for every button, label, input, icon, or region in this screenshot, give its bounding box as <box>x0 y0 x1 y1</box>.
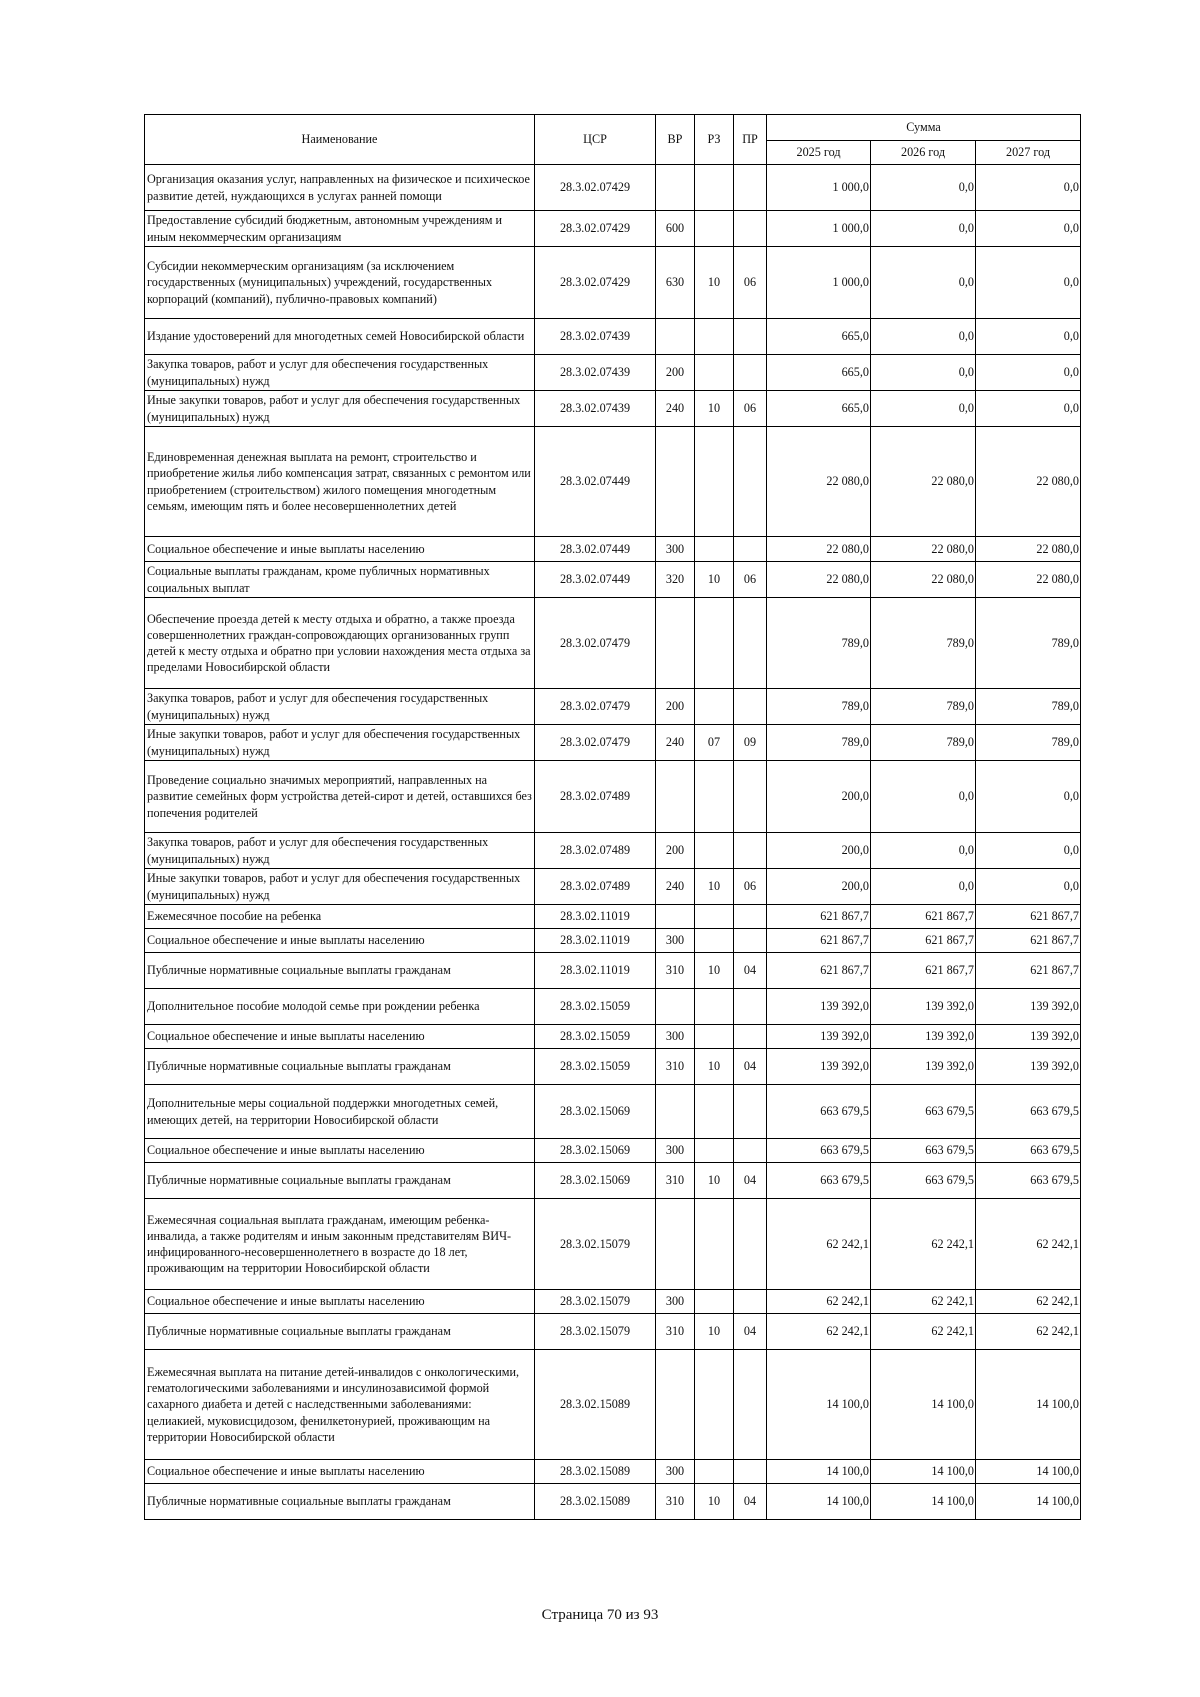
cell-sum-2027: 789,0 <box>976 725 1081 761</box>
table-row <box>145 1290 1081 1314</box>
table-row <box>145 355 1081 391</box>
table-row <box>145 165 1081 211</box>
cell-sum-2025: 14 100,0 <box>767 1350 871 1460</box>
header-name: Наименование <box>145 115 535 165</box>
cell-sum-2027: 139 392,0 <box>976 989 1081 1025</box>
cell-sum-2026: 0,0 <box>871 833 976 869</box>
cell-pr <box>734 1290 767 1314</box>
cell-pr <box>734 1085 767 1139</box>
table-row <box>145 1049 1081 1085</box>
cell-pr <box>734 598 767 689</box>
cell-name: Ежемесячная социальная выплата гражданам, имеющим ребенка-инвалида, а также родителям и иным законным представителям ВИЧ-инфицированного-несовершеннолетнего в возрасте до 18 лет, проживающим на территории Новосибирской области <box>145 1199 535 1290</box>
cell-rz <box>695 165 734 211</box>
cell-name: Ежемесячная выплата на питание детей-инвалидов с онкологическими, гематологическими заболеваниями и инсулинозависимой формой сахарного диабета и детей с наследственными заболеваниями: целиакией, муковисцидозом, фенилкетонурией, проживающим на территории Новосибирской области <box>145 1350 535 1460</box>
cell-sum-2027: 0,0 <box>976 833 1081 869</box>
cell-rz: 10 <box>695 562 734 598</box>
cell-sum-2025: 200,0 <box>767 869 871 905</box>
cell-name: Ежемесячное пособие на ребенка <box>145 905 535 929</box>
cell-sum-2025: 200,0 <box>767 833 871 869</box>
cell-sum-2025: 789,0 <box>767 598 871 689</box>
table-row <box>145 1460 1081 1484</box>
cell-sum-2025: 1 000,0 <box>767 247 871 319</box>
cell-pr <box>734 1025 767 1049</box>
cell-name: Обеспечение проезда детей к месту отдыха и обратно, а также проезда совершеннолетних граждан-сопровождающих организованных групп детей к месту отдыха и обратно при условии нахождения места отдыха за пределами Новосибирской области <box>145 598 535 689</box>
cell-sum-2025: 22 080,0 <box>767 562 871 598</box>
cell-sum-2026: 22 080,0 <box>871 427 976 537</box>
cell-sum-2026: 621 867,7 <box>871 953 976 989</box>
cell-rz <box>695 1139 734 1163</box>
cell-sum-2025: 62 242,1 <box>767 1290 871 1314</box>
cell-vr: 310 <box>656 953 695 989</box>
cell-rz <box>695 833 734 869</box>
header-sum: Сумма <box>767 115 1081 141</box>
cell-sum-2027: 0,0 <box>976 247 1081 319</box>
cell-sum-2025: 14 100,0 <box>767 1484 871 1520</box>
cell-csr: 28.3.02.15089 <box>535 1350 656 1460</box>
cell-vr: 300 <box>656 537 695 562</box>
cell-rz: 07 <box>695 725 734 761</box>
cell-sum-2026: 663 679,5 <box>871 1163 976 1199</box>
cell-csr: 28.3.02.15079 <box>535 1290 656 1314</box>
cell-rz: 10 <box>695 247 734 319</box>
table-row <box>145 869 1081 905</box>
cell-name: Публичные нормативные социальные выплаты гражданам <box>145 1049 535 1085</box>
cell-sum-2026: 14 100,0 <box>871 1350 976 1460</box>
cell-name: Издание удостоверений для многодетных семей Новосибирской области <box>145 319 535 355</box>
cell-sum-2026: 139 392,0 <box>871 1049 976 1085</box>
cell-sum-2027: 14 100,0 <box>976 1484 1081 1520</box>
cell-sum-2027: 22 080,0 <box>976 562 1081 598</box>
cell-sum-2025: 62 242,1 <box>767 1199 871 1290</box>
cell-name: Иные закупки товаров, работ и услуг для обеспечения государственных (муниципальных) нужд <box>145 725 535 761</box>
cell-csr: 28.3.02.07489 <box>535 761 656 833</box>
cell-sum-2027: 0,0 <box>976 165 1081 211</box>
cell-rz <box>695 211 734 247</box>
cell-csr: 28.3.02.11019 <box>535 905 656 929</box>
cell-sum-2026: 139 392,0 <box>871 1025 976 1049</box>
cell-csr: 28.3.02.07489 <box>535 869 656 905</box>
cell-sum-2025: 621 867,7 <box>767 929 871 953</box>
header-year-2026: 2026 год <box>871 141 976 165</box>
cell-pr <box>734 355 767 391</box>
cell-sum-2027: 663 679,5 <box>976 1085 1081 1139</box>
cell-sum-2026: 22 080,0 <box>871 537 976 562</box>
cell-sum-2026: 62 242,1 <box>871 1314 976 1350</box>
cell-sum-2025: 663 679,5 <box>767 1139 871 1163</box>
cell-name: Дополнительное пособие молодой семье при рождении ребенка <box>145 989 535 1025</box>
cell-sum-2026: 0,0 <box>871 355 976 391</box>
cell-sum-2025: 663 679,5 <box>767 1085 871 1139</box>
cell-vr: 300 <box>656 929 695 953</box>
cell-pr: 09 <box>734 725 767 761</box>
cell-vr <box>656 1350 695 1460</box>
table-body <box>145 165 1081 1520</box>
table-row <box>145 1139 1081 1163</box>
cell-vr <box>656 319 695 355</box>
cell-pr <box>734 833 767 869</box>
cell-rz <box>695 761 734 833</box>
cell-vr: 300 <box>656 1139 695 1163</box>
cell-sum-2027: 22 080,0 <box>976 427 1081 537</box>
cell-csr: 28.3.02.07429 <box>535 247 656 319</box>
cell-sum-2025: 139 392,0 <box>767 1049 871 1085</box>
cell-vr: 200 <box>656 689 695 725</box>
table-row <box>145 761 1081 833</box>
cell-sum-2025: 665,0 <box>767 355 871 391</box>
cell-vr: 300 <box>656 1460 695 1484</box>
cell-vr <box>656 761 695 833</box>
cell-rz <box>695 905 734 929</box>
cell-pr: 04 <box>734 1314 767 1350</box>
cell-sum-2027: 0,0 <box>976 319 1081 355</box>
cell-vr <box>656 1085 695 1139</box>
table-row <box>145 1199 1081 1290</box>
cell-sum-2026: 139 392,0 <box>871 989 976 1025</box>
cell-sum-2026: 0,0 <box>871 165 976 211</box>
cell-sum-2027: 139 392,0 <box>976 1025 1081 1049</box>
cell-csr: 28.3.02.07449 <box>535 537 656 562</box>
cell-sum-2027: 62 242,1 <box>976 1290 1081 1314</box>
cell-rz <box>695 598 734 689</box>
cell-sum-2027: 621 867,7 <box>976 929 1081 953</box>
cell-name: Предоставление субсидий бюджетным, автономным учреждениям и иным некоммерческим организациям <box>145 211 535 247</box>
cell-csr: 28.3.02.07449 <box>535 427 656 537</box>
cell-sum-2027: 139 392,0 <box>976 1049 1081 1085</box>
table-row <box>145 598 1081 689</box>
cell-vr: 240 <box>656 869 695 905</box>
cell-vr: 600 <box>656 211 695 247</box>
cell-name: Социальное обеспечение и иные выплаты населению <box>145 537 535 562</box>
cell-vr <box>656 905 695 929</box>
table-row <box>145 1484 1081 1520</box>
cell-pr <box>734 427 767 537</box>
cell-sum-2026: 14 100,0 <box>871 1484 976 1520</box>
table-row <box>145 953 1081 989</box>
cell-vr <box>656 427 695 537</box>
cell-rz: 10 <box>695 1484 734 1520</box>
header-rz: РЗ <box>695 115 734 165</box>
cell-sum-2025: 62 242,1 <box>767 1314 871 1350</box>
cell-sum-2025: 1 000,0 <box>767 211 871 247</box>
cell-name: Публичные нормативные социальные выплаты гражданам <box>145 1484 535 1520</box>
cell-sum-2025: 200,0 <box>767 761 871 833</box>
cell-csr: 28.3.02.07439 <box>535 355 656 391</box>
table-row <box>145 211 1081 247</box>
cell-vr: 320 <box>656 562 695 598</box>
cell-pr: 04 <box>734 1163 767 1199</box>
cell-sum-2026: 0,0 <box>871 247 976 319</box>
cell-sum-2027: 14 100,0 <box>976 1350 1081 1460</box>
header-csr: ЦСР <box>535 115 656 165</box>
cell-name: Социальные выплаты гражданам, кроме публичных нормативных социальных выплат <box>145 562 535 598</box>
table-row <box>145 989 1081 1025</box>
cell-sum-2026: 62 242,1 <box>871 1199 976 1290</box>
header-vr: ВР <box>656 115 695 165</box>
table-row <box>145 833 1081 869</box>
cell-vr: 300 <box>656 1025 695 1049</box>
cell-vr: 200 <box>656 355 695 391</box>
cell-name: Социальное обеспечение и иные выплаты населению <box>145 1025 535 1049</box>
cell-rz <box>695 989 734 1025</box>
page-number: Страница 70 из 93 <box>541 1607 659 1623</box>
cell-csr: 28.3.02.07489 <box>535 833 656 869</box>
cell-pr <box>734 1350 767 1460</box>
header-year-2027: 2027 год <box>976 141 1081 165</box>
cell-rz <box>695 427 734 537</box>
budget-table-container <box>144 114 1080 1520</box>
cell-vr: 240 <box>656 391 695 427</box>
cell-sum-2027: 22 080,0 <box>976 537 1081 562</box>
cell-sum-2027: 663 679,5 <box>976 1163 1081 1199</box>
cell-sum-2027: 0,0 <box>976 869 1081 905</box>
cell-csr: 28.3.02.15079 <box>535 1314 656 1350</box>
cell-sum-2026: 0,0 <box>871 391 976 427</box>
table-row <box>145 725 1081 761</box>
cell-vr: 300 <box>656 1290 695 1314</box>
cell-sum-2027: 663 679,5 <box>976 1139 1081 1163</box>
cell-pr <box>734 929 767 953</box>
cell-csr: 28.3.02.11019 <box>535 953 656 989</box>
cell-rz <box>695 355 734 391</box>
cell-sum-2025: 665,0 <box>767 391 871 427</box>
cell-pr: 06 <box>734 247 767 319</box>
cell-rz <box>695 1290 734 1314</box>
cell-vr: 200 <box>656 833 695 869</box>
cell-sum-2026: 789,0 <box>871 598 976 689</box>
cell-rz <box>695 929 734 953</box>
cell-sum-2025: 1 000,0 <box>767 165 871 211</box>
cell-vr: 310 <box>656 1484 695 1520</box>
table-row <box>145 1025 1081 1049</box>
cell-rz: 10 <box>695 1163 734 1199</box>
cell-csr: 28.3.02.07479 <box>535 689 656 725</box>
cell-name: Дополнительные меры социальной поддержки многодетных семей, имеющих детей, на территории Новосибирской области <box>145 1085 535 1139</box>
cell-name: Публичные нормативные социальные выплаты гражданам <box>145 1314 535 1350</box>
cell-name: Иные закупки товаров, работ и услуг для обеспечения государственных (муниципальных) нужд <box>145 869 535 905</box>
cell-rz: 10 <box>695 1049 734 1085</box>
cell-sum-2027: 621 867,7 <box>976 905 1081 929</box>
cell-csr: 28.3.02.15089 <box>535 1460 656 1484</box>
cell-rz: 10 <box>695 953 734 989</box>
table-row <box>145 1163 1081 1199</box>
cell-pr: 04 <box>734 1049 767 1085</box>
cell-rz <box>695 319 734 355</box>
cell-sum-2026: 663 679,5 <box>871 1085 976 1139</box>
cell-csr: 28.3.02.15059 <box>535 1025 656 1049</box>
cell-name: Закупка товаров, работ и услуг для обеспечения государственных (муниципальных) нужд <box>145 833 535 869</box>
cell-rz: 10 <box>695 1314 734 1350</box>
cell-name: Социальное обеспечение и иные выплаты населению <box>145 929 535 953</box>
table-row <box>145 427 1081 537</box>
cell-rz: 10 <box>695 391 734 427</box>
cell-vr: 240 <box>656 725 695 761</box>
cell-pr <box>734 1460 767 1484</box>
table-row <box>145 1085 1081 1139</box>
cell-vr: 630 <box>656 247 695 319</box>
cell-pr <box>734 211 767 247</box>
cell-sum-2026: 22 080,0 <box>871 562 976 598</box>
cell-name: Социальное обеспечение и иные выплаты населению <box>145 1139 535 1163</box>
table-row <box>145 247 1081 319</box>
cell-sum-2026: 0,0 <box>871 869 976 905</box>
cell-sum-2026: 0,0 <box>871 761 976 833</box>
cell-sum-2025: 665,0 <box>767 319 871 355</box>
cell-sum-2027: 0,0 <box>976 761 1081 833</box>
cell-sum-2026: 14 100,0 <box>871 1460 976 1484</box>
cell-pr <box>734 1199 767 1290</box>
cell-sum-2027: 14 100,0 <box>976 1460 1081 1484</box>
header-pr: ПР <box>734 115 767 165</box>
cell-name: Проведение социально значимых мероприятий, направленных на развитие семейных форм устройства детей-сирот и детей, оставшихся без попечения родителей <box>145 761 535 833</box>
cell-vr <box>656 165 695 211</box>
cell-rz <box>695 537 734 562</box>
cell-vr <box>656 1199 695 1290</box>
cell-rz <box>695 1350 734 1460</box>
cell-vr <box>656 598 695 689</box>
cell-pr: 06 <box>734 869 767 905</box>
cell-sum-2026: 0,0 <box>871 211 976 247</box>
cell-pr: 04 <box>734 1484 767 1520</box>
cell-pr <box>734 319 767 355</box>
cell-rz <box>695 1085 734 1139</box>
cell-rz: 10 <box>695 869 734 905</box>
cell-sum-2026: 789,0 <box>871 689 976 725</box>
budget-table <box>144 114 1081 1520</box>
cell-name: Иные закупки товаров, работ и услуг для обеспечения государственных (муниципальных) нужд <box>145 391 535 427</box>
cell-sum-2026: 789,0 <box>871 725 976 761</box>
cell-sum-2027: 789,0 <box>976 598 1081 689</box>
cell-sum-2025: 663 679,5 <box>767 1163 871 1199</box>
header-year-2025: 2025 год <box>767 141 871 165</box>
cell-pr: 06 <box>734 391 767 427</box>
table-row <box>145 689 1081 725</box>
cell-sum-2025: 621 867,7 <box>767 953 871 989</box>
cell-sum-2025: 22 080,0 <box>767 537 871 562</box>
cell-rz <box>695 1199 734 1290</box>
table-row <box>145 537 1081 562</box>
cell-csr: 28.3.02.15059 <box>535 989 656 1025</box>
cell-name: Публичные нормативные социальные выплаты гражданам <box>145 953 535 989</box>
cell-sum-2025: 139 392,0 <box>767 1025 871 1049</box>
cell-vr: 310 <box>656 1163 695 1199</box>
cell-name: Социальное обеспечение и иные выплаты населению <box>145 1290 535 1314</box>
cell-sum-2026: 663 679,5 <box>871 1139 976 1163</box>
table-row <box>145 1314 1081 1350</box>
cell-pr: 04 <box>734 953 767 989</box>
cell-vr: 310 <box>656 1049 695 1085</box>
cell-csr: 28.3.02.15079 <box>535 1199 656 1290</box>
cell-csr: 28.3.02.07429 <box>535 211 656 247</box>
cell-csr: 28.3.02.15059 <box>535 1049 656 1085</box>
cell-rz <box>695 1460 734 1484</box>
cell-pr <box>734 989 767 1025</box>
cell-sum-2027: 0,0 <box>976 355 1081 391</box>
cell-name: Закупка товаров, работ и услуг для обеспечения государственных (муниципальных) нужд <box>145 689 535 725</box>
cell-name: Субсидии некоммерческим организациям (за исключением государственных (муниципальных) учреждений, государственных корпораций (компаний), публично-правовых компаний) <box>145 247 535 319</box>
cell-sum-2025: 621 867,7 <box>767 905 871 929</box>
table-row <box>145 905 1081 929</box>
cell-sum-2025: 789,0 <box>767 689 871 725</box>
cell-sum-2027: 62 242,1 <box>976 1314 1081 1350</box>
table-row <box>145 391 1081 427</box>
cell-name: Публичные нормативные социальные выплаты гражданам <box>145 1163 535 1199</box>
cell-vr <box>656 989 695 1025</box>
table-row <box>145 1350 1081 1460</box>
cell-csr: 28.3.02.15069 <box>535 1085 656 1139</box>
cell-sum-2027: 62 242,1 <box>976 1199 1081 1290</box>
cell-csr: 28.3.02.07479 <box>535 725 656 761</box>
cell-csr: 28.3.02.07439 <box>535 391 656 427</box>
table-row <box>145 562 1081 598</box>
cell-csr: 28.3.02.15089 <box>535 1484 656 1520</box>
cell-sum-2025: 789,0 <box>767 725 871 761</box>
table-row <box>145 319 1081 355</box>
cell-rz <box>695 689 734 725</box>
cell-sum-2026: 62 242,1 <box>871 1290 976 1314</box>
cell-vr: 310 <box>656 1314 695 1350</box>
cell-pr <box>734 689 767 725</box>
cell-sum-2026: 621 867,7 <box>871 929 976 953</box>
cell-pr: 06 <box>734 562 767 598</box>
cell-name: Закупка товаров, работ и услуг для обеспечения государственных (муниципальных) нужд <box>145 355 535 391</box>
cell-sum-2025: 139 392,0 <box>767 989 871 1025</box>
cell-name: Организация оказания услуг, направленных на физическое и психическое развитие детей, нуждающихся в услугах ранней помощи <box>145 165 535 211</box>
cell-rz <box>695 1025 734 1049</box>
cell-pr <box>734 761 767 833</box>
cell-pr <box>734 1139 767 1163</box>
cell-sum-2027: 789,0 <box>976 689 1081 725</box>
cell-sum-2025: 22 080,0 <box>767 427 871 537</box>
cell-csr: 28.3.02.11019 <box>535 929 656 953</box>
cell-csr: 28.3.02.07449 <box>535 562 656 598</box>
cell-sum-2025: 14 100,0 <box>767 1460 871 1484</box>
cell-csr: 28.3.02.07479 <box>535 598 656 689</box>
cell-name: Социальное обеспечение и иные выплаты населению <box>145 1460 535 1484</box>
cell-sum-2026: 621 867,7 <box>871 905 976 929</box>
cell-sum-2027: 621 867,7 <box>976 953 1081 989</box>
cell-csr: 28.3.02.07429 <box>535 165 656 211</box>
cell-pr <box>734 537 767 562</box>
cell-sum-2026: 0,0 <box>871 319 976 355</box>
cell-sum-2027: 0,0 <box>976 211 1081 247</box>
cell-name: Единовременная денежная выплата на ремонт, строительство и приобретение жилья либо компенсация затрат, связанных с ремонтом или приобретением (строительством) жилого помещения многодетным семьям, имеющим пять и более несовершеннолетних детей <box>145 427 535 537</box>
cell-csr: 28.3.02.07439 <box>535 319 656 355</box>
cell-csr: 28.3.02.15069 <box>535 1139 656 1163</box>
cell-sum-2027: 0,0 <box>976 391 1081 427</box>
cell-pr <box>734 165 767 211</box>
cell-csr: 28.3.02.15069 <box>535 1163 656 1199</box>
cell-pr <box>734 905 767 929</box>
table-row <box>145 929 1081 953</box>
